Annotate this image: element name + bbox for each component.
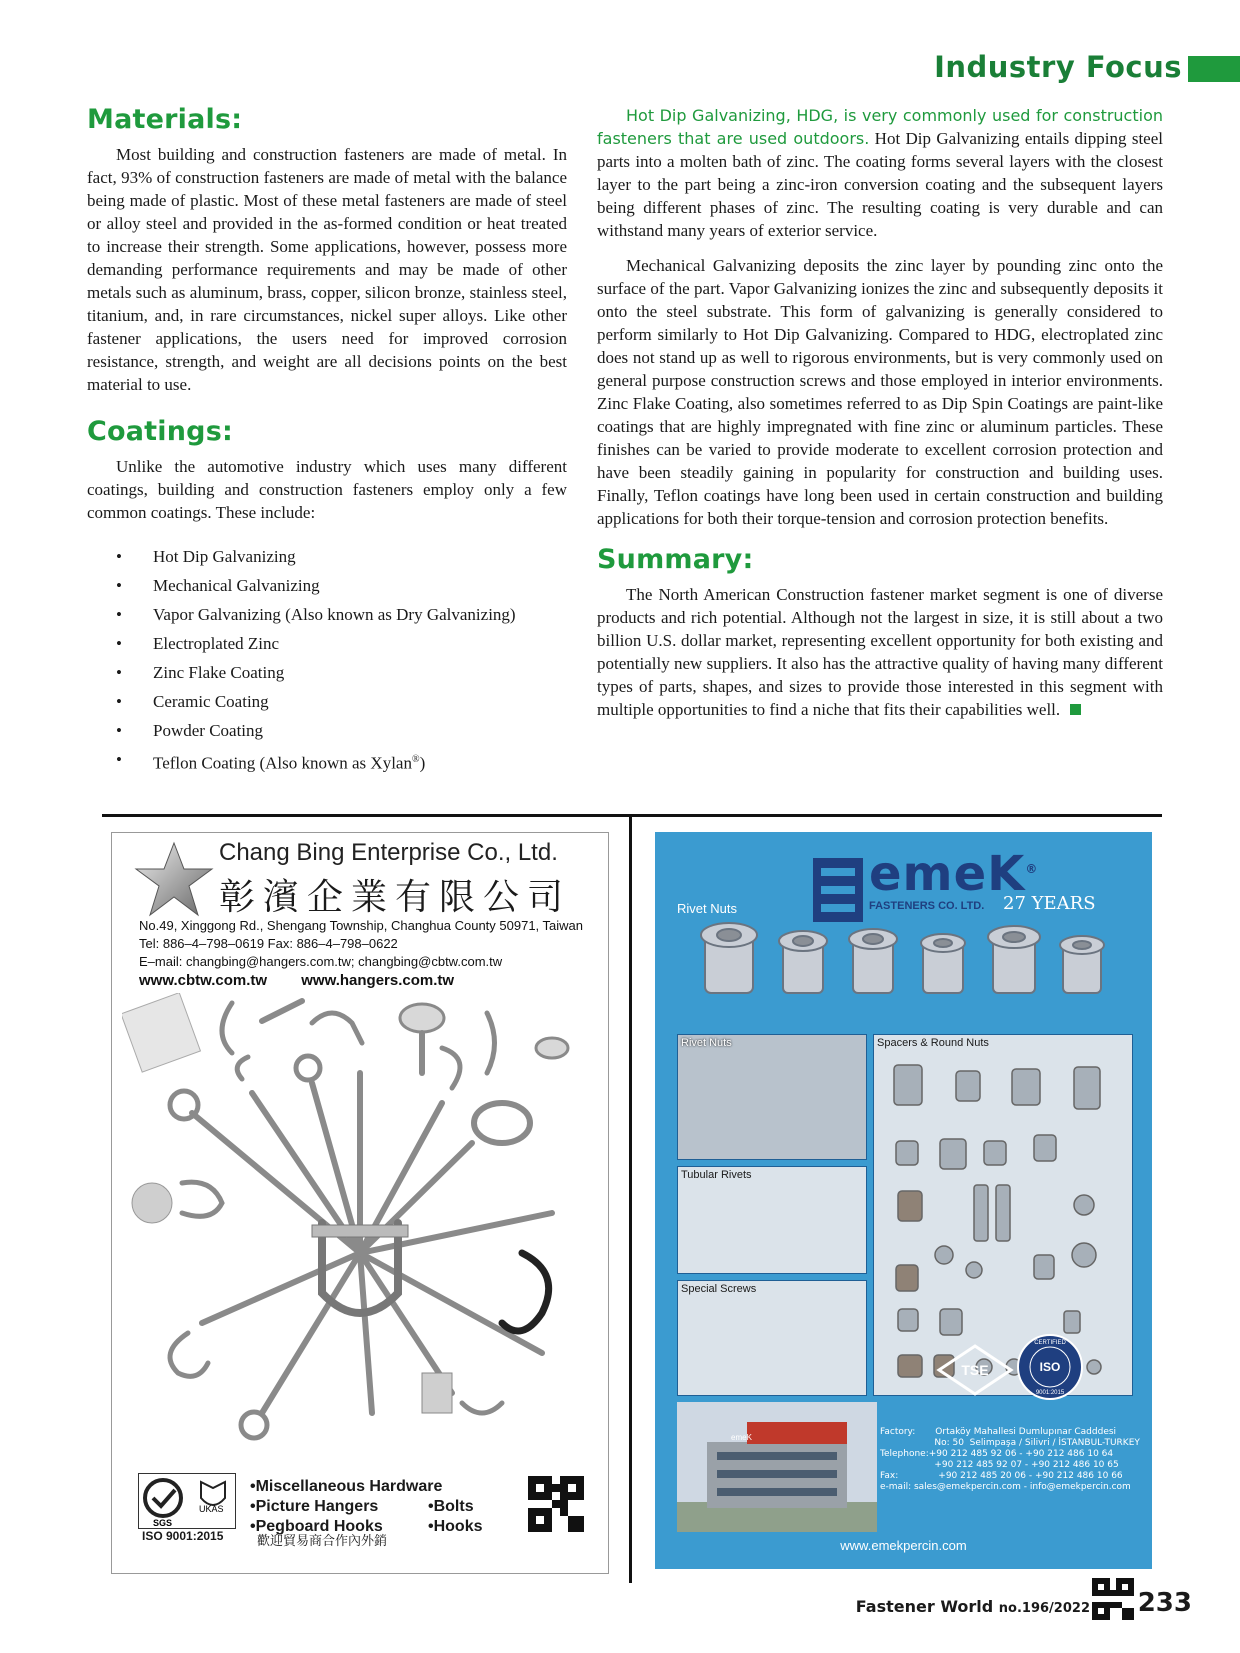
category-item: •Miscellaneous Hardware bbox=[250, 1478, 443, 1495]
ukas-crown-icon bbox=[201, 1482, 225, 1505]
rivet-nuts-image bbox=[695, 917, 1115, 1007]
hardware-products-image bbox=[122, 993, 598, 1453]
tse-logo-icon bbox=[935, 1342, 1015, 1398]
list-item: • Hot Dip Galvanizing bbox=[87, 542, 567, 571]
factory-contact bbox=[880, 1427, 1140, 1493]
end-mark-icon bbox=[1070, 704, 1081, 715]
emek-website-link[interactable]: www.emekpercin.com bbox=[840, 1538, 967, 1553]
coatings-paragraph: Unlike the automotive industry which uses many different coatings, building and construction fasteners employ only a few common coatings. These include: bbox=[87, 457, 567, 522]
list-item: • Mechanical Galvanizing bbox=[87, 571, 567, 600]
sgs-check-icon bbox=[145, 1480, 181, 1516]
website-link[interactable]: www.hangers.com.tw bbox=[301, 972, 455, 989]
ukas-label: UKAS bbox=[199, 1504, 224, 1514]
right-column bbox=[597, 104, 1163, 721]
magazine-footer bbox=[856, 1597, 1090, 1616]
materials-heading: Materials: bbox=[87, 104, 243, 135]
hdg-text: Hot Dip Galvanizing entails dipping steel parts into a molten bath of zinc. The coating forms several layers with the closest layer to the part being a zinc-iron conversion coating and the subsequent layers being different phases of zinc. The resulting coating is very durable and can withstand many years of exterior service. bbox=[597, 129, 1163, 240]
panel-label: Rivet Nuts bbox=[681, 1037, 732, 1049]
chang-bing-ad bbox=[111, 832, 609, 1574]
summary-heading: Summary: bbox=[597, 544, 754, 575]
product-categories bbox=[250, 1477, 442, 1537]
svg-text:9001:2015: 9001:2015 bbox=[1035, 1390, 1065, 1396]
coatings-list bbox=[87, 542, 567, 778]
contact-info bbox=[139, 917, 583, 971]
list-item: • Powder Coating bbox=[87, 716, 567, 745]
ad-divider-horizontal bbox=[102, 814, 1162, 817]
page-number: 233 bbox=[1137, 1588, 1192, 1618]
iso-badge-icon bbox=[1015, 1332, 1085, 1402]
company-name-en: Chang Bing Enterprise Co., Ltd. bbox=[219, 839, 558, 866]
category-item: •Picture Hangers bbox=[250, 1498, 379, 1515]
teflon-close: ) bbox=[419, 753, 426, 773]
left-column bbox=[87, 104, 567, 778]
ad-divider-vertical bbox=[629, 815, 632, 1583]
slogan: 歡迎貿易商合作內外銷 bbox=[257, 1534, 388, 1549]
factory-line: Fax: +90 212 485 20 06 - +90 212 486 10 66 bbox=[880, 1471, 1123, 1481]
list-item: • Zinc Flake Coating bbox=[87, 658, 567, 687]
company-name-cn: 彰濱企業有限公司 bbox=[219, 877, 572, 918]
svg-text:ISO: ISO bbox=[1039, 1360, 1061, 1374]
address: No.49, Xinggong Rd., Shengang Township, Changhua County 50971, Taiwan bbox=[139, 918, 584, 933]
footer-qr-code-icon[interactable] bbox=[1092, 1578, 1134, 1620]
issue-number: no.196/2022 bbox=[998, 1601, 1090, 1616]
category-item: •Bolts bbox=[428, 1498, 474, 1515]
coatings-heading: Coatings: bbox=[87, 416, 233, 447]
panel-special-screws bbox=[677, 1280, 867, 1396]
category-item: •Hooks bbox=[428, 1518, 483, 1535]
section-tag-bar bbox=[1188, 56, 1240, 82]
factory-building-image bbox=[677, 1402, 877, 1532]
emek-company: FASTENERS CO. LTD. bbox=[869, 900, 985, 912]
list-item bbox=[87, 745, 567, 778]
list-item: • Vapor Galvanizing (Also known as Dry Galvanizing) bbox=[87, 600, 567, 629]
registered-mark: ® bbox=[411, 754, 420, 765]
panel-label: Tubular Rivets bbox=[681, 1169, 752, 1181]
summary-paragraph bbox=[597, 583, 1163, 721]
panel-tubular-rivets bbox=[677, 1166, 867, 1274]
hdg-paragraph bbox=[597, 104, 1163, 242]
panel-label: Special Screws bbox=[681, 1283, 757, 1295]
factory-line: e-mail: sales@emekpercin.com - info@emekpercin.com bbox=[880, 1482, 1131, 1492]
summary-text: The North American Construction fastener market segment is one of diverse products and rich potential. Although not the largest in size, it is still about a two billion U.S. dollar market, representing excellent opportunity for both existing and potentially new suppliers. It also has the attractive quality of having many different types of parts, shapes, and sizes to provide those interested in this segment with multiple opportunities to find a niche that fits their capabilities well. bbox=[597, 585, 1163, 719]
panel-rivet-nuts bbox=[677, 1034, 867, 1160]
star-logo-icon bbox=[134, 839, 214, 919]
tel-fax: Tel: 886–4–798–0619 Fax: 886–4–798–0622 bbox=[139, 936, 398, 951]
svg-text:TSE: TSE bbox=[961, 1362, 989, 1378]
emek-brand: emeK® bbox=[869, 846, 1039, 902]
qr-code-icon[interactable] bbox=[528, 1476, 584, 1532]
teflon-text: Teflon Coating (Also known as Xylan bbox=[153, 753, 412, 773]
iso-label: ISO 9001:2015 bbox=[142, 1529, 224, 1543]
mechanical-paragraph: Mechanical Galvanizing deposits the zinc layer by pounding zinc onto the surface of the part. Vapor Galvanizing ionizes the zinc and subsequently deposits it onto the steel substrate. This form of galvanizing is generally considered to perform similarly to Hot Dip Galvanizing. Compared to HDG, electroplated zinc does not stand up as well to rigorous environments, but is very commonly used on general purpose construction screws and those employed in interior environments. Zinc Flake Coating, also sometimes referred to as Dip Spin Coatings are paint-like coatings that are highly impregnated with fine zinc or aluminum particles. These finishes can be varied to provide moderate to excellent corrosion protection and have been steadily gaining in popularity for construction and building uses. Finally, Teflon coatings have long been used in certain construction and building applications for both their torque-tension and corrosion protection benefits. bbox=[597, 256, 1163, 528]
category-item: •Pegboard Hooks bbox=[250, 1518, 383, 1535]
sgs-label: SGS bbox=[153, 1518, 173, 1528]
materials-paragraph: Most building and construction fasteners are made of metal. In fact, 93% of construction fasteners are made of metal with the balance being made of plastic. Most of these metal fasteners are made of steel or alloy steel and provided in the as-formed condition or heat treated to increase their strength. Some applications, however, possess more demanding performance requirements and may be made of other metals such as aluminum, brass, copper, silicon bronze, stainless steel, titanium, and, in rare circumstances, nickel super alloys. Like other fastener applications, the users need for improved corrosion resistance, strength, and weight are all decisions points on the best material to use. bbox=[87, 145, 567, 394]
svg-text:emeK: emeK bbox=[731, 1433, 752, 1442]
emek-ad bbox=[655, 832, 1152, 1569]
factory-line: +90 212 485 92 07 - +90 212 486 10 65 bbox=[880, 1460, 1119, 1470]
hdg-highlight: Hot Dip Galvanizing, HDG, is very commonly used for construction fasteners that are used outdoors. bbox=[597, 106, 1163, 148]
certification-logos bbox=[138, 1473, 236, 1529]
emek-logo-icon bbox=[813, 858, 863, 922]
factory-line: Factory: Ortaköy Mahallesi Dumlupınar Cadddesi bbox=[880, 1427, 1117, 1437]
emek-years: 27 YEARS bbox=[1003, 893, 1096, 914]
svg-text:CERTIFIED: CERTIFIED bbox=[1034, 1340, 1066, 1346]
factory-line: No: 50 Selimpaşa / Silivri / İSTANBUL-TURKEY bbox=[880, 1438, 1140, 1448]
list-item: • Electroplated Zinc bbox=[87, 629, 567, 658]
section-tag: Industry Focus bbox=[934, 50, 1182, 84]
rivet-nuts-label: Rivet Nuts bbox=[677, 901, 737, 916]
email: E–mail: changbing@hangers.com.tw; changbing@cbtw.com.tw bbox=[139, 954, 503, 969]
factory-line: Telephone:+90 212 485 92 06 - +90 212 486 10 64 bbox=[880, 1449, 1114, 1459]
websites bbox=[139, 972, 484, 989]
magazine-name: Fastener World bbox=[855, 1597, 994, 1616]
list-item: • Ceramic Coating bbox=[87, 687, 567, 716]
website-link[interactable]: www.cbtw.com.tw bbox=[139, 972, 268, 989]
panel-label: Spacers & Round Nuts bbox=[877, 1037, 989, 1049]
product-categories-2 bbox=[428, 1497, 483, 1537]
